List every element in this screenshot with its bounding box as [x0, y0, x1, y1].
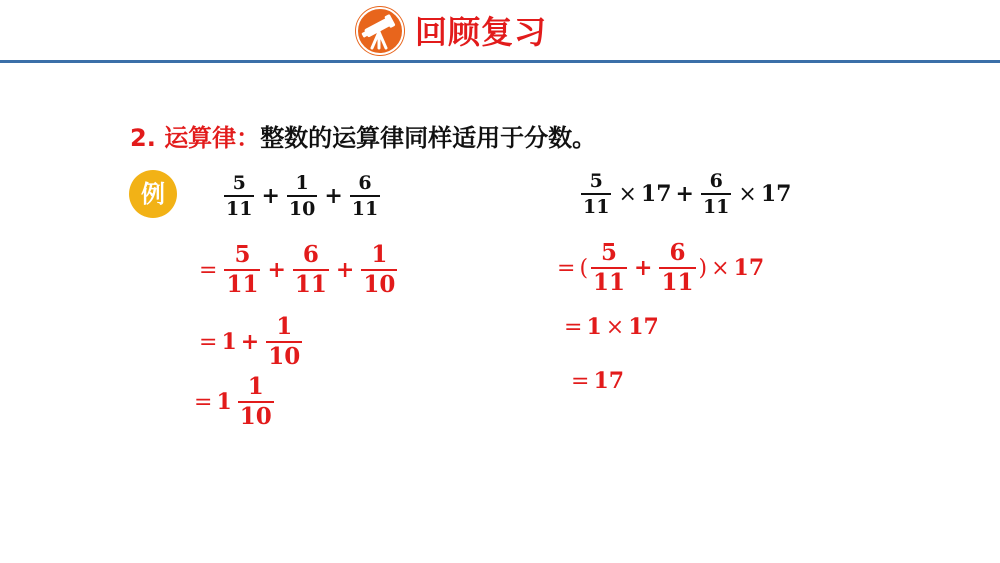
plus-sign: +	[675, 181, 694, 207]
right-paren: )	[698, 255, 708, 281]
equals-sign: =	[199, 329, 218, 355]
right-problem	[578, 170, 791, 218]
page-title: 回顾复习	[415, 13, 548, 51]
plus-sign: +	[240, 329, 260, 355]
left-step-2	[195, 314, 305, 370]
left-step-3	[190, 374, 277, 430]
number: 17	[628, 314, 659, 340]
left-problem	[221, 172, 383, 220]
fraction: $\frac{6}{11}$	[351, 172, 379, 220]
topic-number: 2.	[130, 124, 156, 152]
number: 17	[733, 255, 765, 281]
times-sign: ×	[605, 314, 625, 340]
fraction: $\frac{1}{10}$	[288, 172, 316, 220]
equals-sign: =	[564, 314, 583, 340]
fraction: $\frac{1}{10}$	[239, 373, 272, 430]
number: 17	[640, 181, 672, 207]
result-number: 17	[593, 368, 625, 394]
fraction: $\frac{5}{11}$	[226, 172, 253, 220]
whole-number: 1	[221, 329, 237, 355]
right-step-3	[567, 368, 624, 394]
times-sign: ×	[711, 255, 730, 281]
times-sign: ×	[738, 181, 757, 207]
equals-sign: =	[571, 368, 590, 394]
equals-sign: =	[194, 389, 213, 415]
header-divider	[0, 60, 1000, 63]
plus-sign: +	[324, 183, 343, 209]
fraction: $\frac{5}{11}$	[226, 241, 259, 298]
plus-sign: +	[335, 257, 355, 283]
right-step-1	[553, 240, 764, 296]
left-step-1	[195, 242, 400, 298]
equals-sign: =	[557, 255, 576, 281]
fraction: $\frac{6}{11}$	[661, 239, 694, 296]
fraction: $\frac{5}{11}$	[583, 170, 610, 218]
plus-sign: +	[261, 183, 280, 209]
equals-sign: =	[199, 257, 218, 283]
topic-line	[130, 122, 596, 154]
topic-text: 整数的运算律同样适用于分数。	[260, 124, 597, 152]
fraction: $\frac{1}{10}$	[363, 241, 396, 298]
times-sign: ×	[618, 181, 637, 207]
number: 1	[586, 314, 602, 340]
fraction: $\frac{5}{11}$	[593, 239, 626, 296]
plus-sign: +	[634, 255, 653, 281]
example-badge: 例	[129, 170, 177, 218]
telescope-icon	[355, 6, 405, 56]
number: 17	[760, 181, 792, 207]
fraction: $\frac{1}{10}$	[268, 313, 301, 370]
left-paren: (	[579, 255, 589, 281]
fraction: $\frac{6}{11}$	[702, 170, 730, 218]
plus-sign: +	[267, 257, 286, 283]
whole-number: 1	[216, 389, 232, 415]
fraction: $\frac{6}{11}$	[294, 241, 327, 298]
right-step-2	[560, 314, 659, 340]
topic-label: 运算律：	[164, 124, 261, 152]
